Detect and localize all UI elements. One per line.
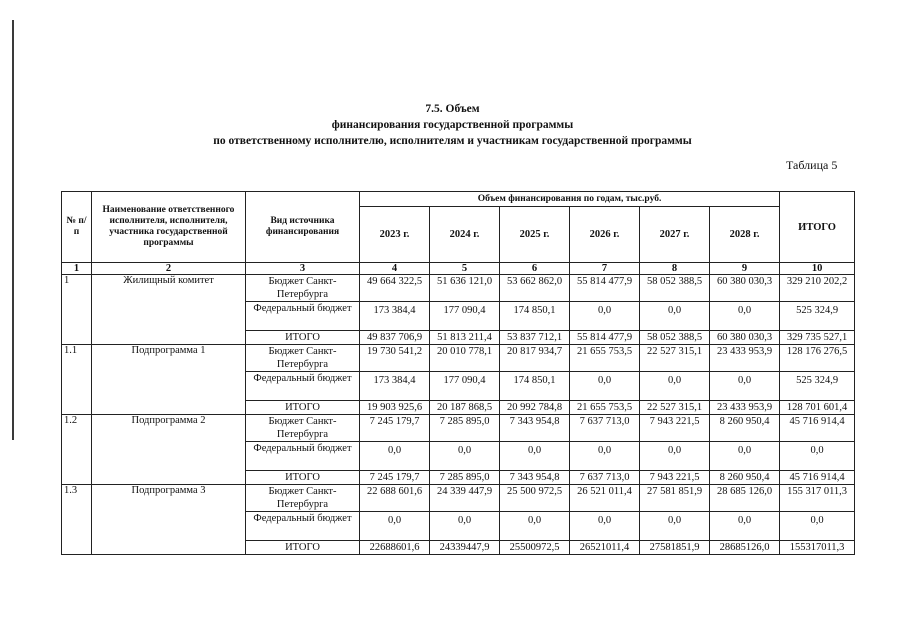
header-volume: Объем финансирования по годам, тыс.руб.	[360, 192, 780, 207]
column-number: 10	[780, 263, 855, 275]
table-label: Таблица 5	[786, 158, 838, 172]
column-number: 3	[246, 263, 360, 275]
total-value-cell: 0,0	[780, 442, 855, 471]
total-value-cell: 525 324,9	[780, 302, 855, 331]
total-value-cell: 128 701 601,4	[780, 401, 855, 415]
total-value-cell: 45 716 914,4	[780, 415, 855, 442]
year-value-cell: 22 527 315,1	[640, 345, 710, 372]
year-value-cell: 26521011,4	[570, 541, 640, 555]
funding-source-cell: Федеральный бюджет	[246, 442, 360, 471]
year-value-cell: 174 850,1	[500, 372, 570, 401]
document-title	[0, 101, 905, 149]
year-value-cell: 20 010 778,1	[430, 345, 500, 372]
year-value-cell: 0,0	[640, 442, 710, 471]
year-value-cell: 22 688 601,6	[360, 485, 430, 512]
row-number-cell: 1.3	[62, 485, 92, 555]
header-year-2025: 2025 г.	[500, 207, 570, 263]
column-number: 2	[92, 263, 246, 275]
year-value-cell: 7 943 221,5	[640, 471, 710, 485]
funding-source-cell: Бюджет Санкт-Петербурга	[246, 345, 360, 372]
year-value-cell: 19 730 541,2	[360, 345, 430, 372]
total-value-cell: 45 716 914,4	[780, 471, 855, 485]
year-value-cell: 21 655 753,5	[570, 345, 640, 372]
scan-margin-line	[12, 20, 14, 440]
year-value-cell: 26 521 011,4	[570, 485, 640, 512]
year-value-cell: 7 343 954,8	[500, 415, 570, 442]
column-number: 7	[570, 263, 640, 275]
year-value-cell: 25500972,5	[500, 541, 570, 555]
table-row	[62, 275, 855, 302]
header-source: Вид источника финансирования	[246, 192, 360, 263]
header-name: Наименование ответственного исполнителя, исполнителя, участника государственной программы	[92, 192, 246, 263]
funding-source-cell: Бюджет Санкт-Петербурга	[246, 415, 360, 442]
year-value-cell: 58 052 388,5	[640, 331, 710, 345]
year-value-cell: 20 992 784,8	[500, 401, 570, 415]
column-number: 5	[430, 263, 500, 275]
year-value-cell: 20 187 868,5	[430, 401, 500, 415]
funding-source-cell: Бюджет Санкт-Петербурга	[246, 275, 360, 302]
year-value-cell: 60 380 030,3	[710, 331, 780, 345]
year-value-cell: 53 837 712,1	[500, 331, 570, 345]
funding-source-cell: ИТОГО	[246, 401, 360, 415]
header-total: ИТОГО	[780, 192, 855, 263]
year-value-cell: 27 581 851,9	[640, 485, 710, 512]
year-value-cell: 60 380 030,3	[710, 275, 780, 302]
column-number: 8	[640, 263, 710, 275]
year-value-cell: 0,0	[570, 512, 640, 541]
executor-name-cell: Подпрограмма 1	[92, 345, 246, 415]
year-value-cell: 51 813 211,4	[430, 331, 500, 345]
year-value-cell: 24 339 447,9	[430, 485, 500, 512]
year-value-cell: 7 285 895,0	[430, 471, 500, 485]
year-value-cell: 28685126,0	[710, 541, 780, 555]
row-number-cell: 1.2	[62, 415, 92, 485]
year-value-cell: 25 500 972,5	[500, 485, 570, 512]
year-value-cell: 0,0	[570, 302, 640, 331]
year-value-cell: 0,0	[640, 302, 710, 331]
executor-name-cell: Подпрограмма 2	[92, 415, 246, 485]
funding-source-cell: Федеральный бюджет	[246, 512, 360, 541]
year-value-cell: 0,0	[570, 442, 640, 471]
year-value-cell: 49 664 322,5	[360, 275, 430, 302]
funding-source-cell: ИТОГО	[246, 331, 360, 345]
year-value-cell: 23 433 953,9	[710, 401, 780, 415]
year-value-cell: 7 943 221,5	[640, 415, 710, 442]
header-year-2024: 2024 г.	[430, 207, 500, 263]
year-value-cell: 173 384,4	[360, 302, 430, 331]
header-year-2023: 2023 г.	[360, 207, 430, 263]
year-value-cell: 0,0	[430, 442, 500, 471]
column-numbers-row	[62, 263, 855, 275]
title-line-3: по ответственному исполнителю, исполнителям и участникам государственной программы	[213, 135, 692, 147]
table-body	[62, 275, 855, 555]
year-value-cell: 7 245 179,7	[360, 415, 430, 442]
year-value-cell: 20 817 934,7	[500, 345, 570, 372]
year-value-cell: 23 433 953,9	[710, 345, 780, 372]
year-value-cell: 28 685 126,0	[710, 485, 780, 512]
year-value-cell: 173 384,4	[360, 372, 430, 401]
column-number: 1	[62, 263, 92, 275]
funding-source-cell: Федеральный бюджет	[246, 372, 360, 401]
year-value-cell: 55 814 477,9	[570, 275, 640, 302]
table-row	[62, 345, 855, 372]
year-value-cell: 22 527 315,1	[640, 401, 710, 415]
header-year-2027: 2027 г.	[640, 207, 710, 263]
year-value-cell: 53 662 862,0	[500, 275, 570, 302]
funding-source-cell: Бюджет Санкт-Петербурга	[246, 485, 360, 512]
table-row	[62, 415, 855, 442]
year-value-cell: 0,0	[710, 372, 780, 401]
year-value-cell: 0,0	[360, 512, 430, 541]
total-value-cell: 329 735 527,1	[780, 331, 855, 345]
year-value-cell: 49 837 706,9	[360, 331, 430, 345]
total-value-cell: 155317011,3	[780, 541, 855, 555]
year-value-cell: 58 052 388,5	[640, 275, 710, 302]
year-value-cell: 174 850,1	[500, 302, 570, 331]
year-value-cell: 0,0	[360, 442, 430, 471]
year-value-cell: 0,0	[500, 512, 570, 541]
title-line-2: финансирования государственной программы	[331, 119, 574, 131]
header-no: № п/п	[62, 192, 92, 263]
table-row	[62, 485, 855, 512]
year-value-cell: 0,0	[640, 512, 710, 541]
year-value-cell: 0,0	[500, 442, 570, 471]
total-value-cell: 329 210 202,2	[780, 275, 855, 302]
year-value-cell: 0,0	[570, 372, 640, 401]
year-value-cell: 7 637 713,0	[570, 415, 640, 442]
row-number-cell: 1.1	[62, 345, 92, 415]
total-value-cell: 155 317 011,3	[780, 485, 855, 512]
year-value-cell: 24339447,9	[430, 541, 500, 555]
executor-name-cell: Подпрограмма 3	[92, 485, 246, 555]
year-value-cell: 19 903 925,6	[360, 401, 430, 415]
year-value-cell: 7 245 179,7	[360, 471, 430, 485]
year-value-cell: 0,0	[710, 442, 780, 471]
year-value-cell: 0,0	[640, 372, 710, 401]
column-number: 4	[360, 263, 430, 275]
year-value-cell: 177 090,4	[430, 372, 500, 401]
funding-source-cell: ИТОГО	[246, 471, 360, 485]
year-value-cell: 22688601,6	[360, 541, 430, 555]
year-value-cell: 8 260 950,4	[710, 415, 780, 442]
funding-source-cell: ИТОГО	[246, 541, 360, 555]
header-year-2028: 2028 г.	[710, 207, 780, 263]
year-value-cell: 51 636 121,0	[430, 275, 500, 302]
year-value-cell: 0,0	[430, 512, 500, 541]
year-value-cell: 177 090,4	[430, 302, 500, 331]
total-value-cell: 525 324,9	[780, 372, 855, 401]
year-value-cell: 0,0	[710, 302, 780, 331]
executor-name-cell: Жилищный комитет	[92, 275, 246, 345]
column-number: 6	[500, 263, 570, 275]
financing-table	[61, 191, 855, 555]
column-number: 9	[710, 263, 780, 275]
title-line-1: 7.5. Объем	[425, 103, 480, 115]
year-value-cell: 7 637 713,0	[570, 471, 640, 485]
year-value-cell: 8 260 950,4	[710, 471, 780, 485]
row-number-cell: 1	[62, 275, 92, 345]
total-value-cell: 0,0	[780, 512, 855, 541]
year-value-cell: 27581851,9	[640, 541, 710, 555]
year-value-cell: 21 655 753,5	[570, 401, 640, 415]
funding-source-cell: Федеральный бюджет	[246, 302, 360, 331]
year-value-cell: 0,0	[710, 512, 780, 541]
year-value-cell: 7 343 954,8	[500, 471, 570, 485]
header-year-2026: 2026 г.	[570, 207, 640, 263]
year-value-cell: 55 814 477,9	[570, 331, 640, 345]
total-value-cell: 128 176 276,5	[780, 345, 855, 372]
year-value-cell: 7 285 895,0	[430, 415, 500, 442]
